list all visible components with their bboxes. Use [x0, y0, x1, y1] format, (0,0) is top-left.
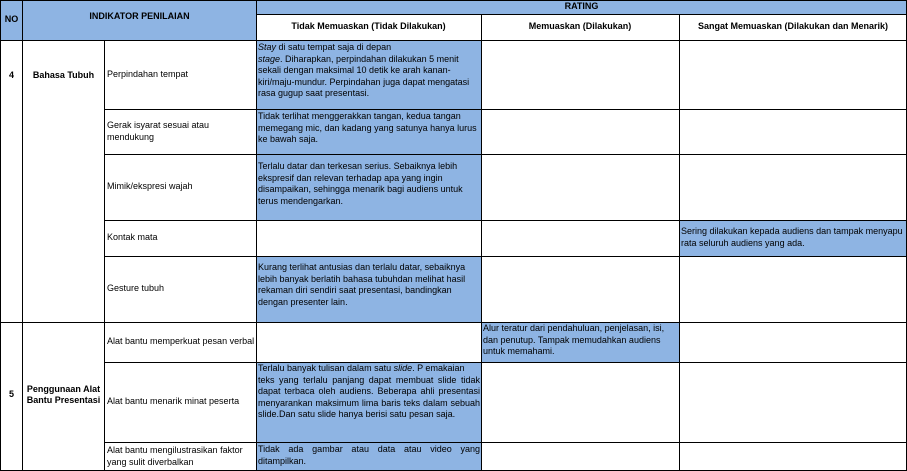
feedback-text: . P emakaian: [412, 363, 465, 373]
feedback-text: . Diharapkan, perpindahan dilakukan 5 menit sekali dengan maksimal 10 detik ke arah kanan-kiri/maju-mundur. Perpindahan juga dapat mengatasi rasa gugup saat presentasi.: [258, 53, 470, 98]
section-category: Bahasa Tubuh: [32, 70, 95, 81]
grid-line: [256, 14, 907, 15]
indicator-label: Mimik/ekspresi wajah: [107, 181, 193, 192]
feedback-italic: slide: [393, 363, 413, 373]
header-col-very-satisfying: Sangat Memuaskan (Dilakukan dan Menarik): [697, 21, 889, 31]
indicator-label: Kontak mata: [107, 232, 158, 243]
header-indicator: INDIKATOR PENILAIAN: [89, 11, 190, 21]
grid-line: [256, 0, 257, 471]
grid-line: [679, 14, 680, 471]
section-number: 5: [8, 389, 14, 400]
indicator-label: Gesture tubuh: [107, 283, 165, 294]
indicator-label: Perpindahan tempat: [107, 68, 189, 79]
feedback-text: Terlalu banyak tulisan dalam satu: [258, 363, 394, 373]
header-no: NO: [4, 14, 19, 25]
header-rating: RATING: [564, 1, 599, 11]
indicator-label: Alat bantu mengilustrasikan faktor yang sulit diverbalkan: [107, 445, 243, 467]
feedback-cell: Sering dilakukan kepada audiens dan tampak menyapu rata seluruh audiens yang ada.: [681, 226, 903, 248]
section-number: 4: [8, 70, 14, 81]
header-col-not-satisfying: Tidak Memuaskan (Tidak Dilakukan): [291, 21, 446, 31]
feedback-cell: [258, 42, 480, 108]
feedback-cell: [258, 363, 480, 442]
section-category: Penggunaan Alat Bantu Presentasi: [26, 383, 101, 405]
feedback-cell: Terlalu datar dan terkesan serius. Sebaiknya lebih ekspresif dan relevan terhadap apa yang ingin disampaikan, sehingga menarik bagi audiens untuk terus mendengarkan.: [258, 161, 463, 206]
feedback-cell: Kurang terlihat antusias dan terlalu datar, sebaiknya lebih banyak berlatih bahasa tubuhdan melihat hasil rekaman diri sendiri saat presentasi, bandingkan dengan presenter lain.: [258, 262, 466, 307]
indicator-label: Alat bantu memperkuat pesan verbal: [107, 336, 255, 347]
header-col-satisfying: Memuaskan (Dilakukan): [528, 21, 632, 31]
feedback-text: di satu tempat saja di depan: [278, 42, 392, 52]
feedback-cell: Alur teratur dari pendahuluan, penjelasan, isi, dan penutup. Tampak memudahkan audiens untuk memahami.: [483, 323, 665, 356]
feedback-italic: stage: [258, 53, 281, 64]
feedback-italic: Stay: [258, 42, 277, 52]
indicator-label: Alat bantu menarik minat peserta: [107, 396, 240, 407]
indicator-label: Gerak isyarat sesuai atau mendukung: [107, 120, 210, 142]
feedback-cell: Tidak ada gambar atau data atau video yang ditampilkan.: [258, 444, 480, 466]
feedback-text: teks yang terlalu panjang dapat membuat slide tidak dapat terbaca oleh audiens. Beberapa ahli presentasi menyarankan maksimum lima baris teks dalam sebuah slide.Dan satu slide hanya berisi satu pesan saja.: [258, 374, 480, 419]
feedback-line: [258, 363, 480, 375]
feedback-cell: Tidak terlihat menggerakkan tangan, kedua tangan memegang mic, dan kadang yang satunya hanya lurus ke bawah saja.: [258, 111, 477, 144]
grid-line: [481, 14, 482, 471]
